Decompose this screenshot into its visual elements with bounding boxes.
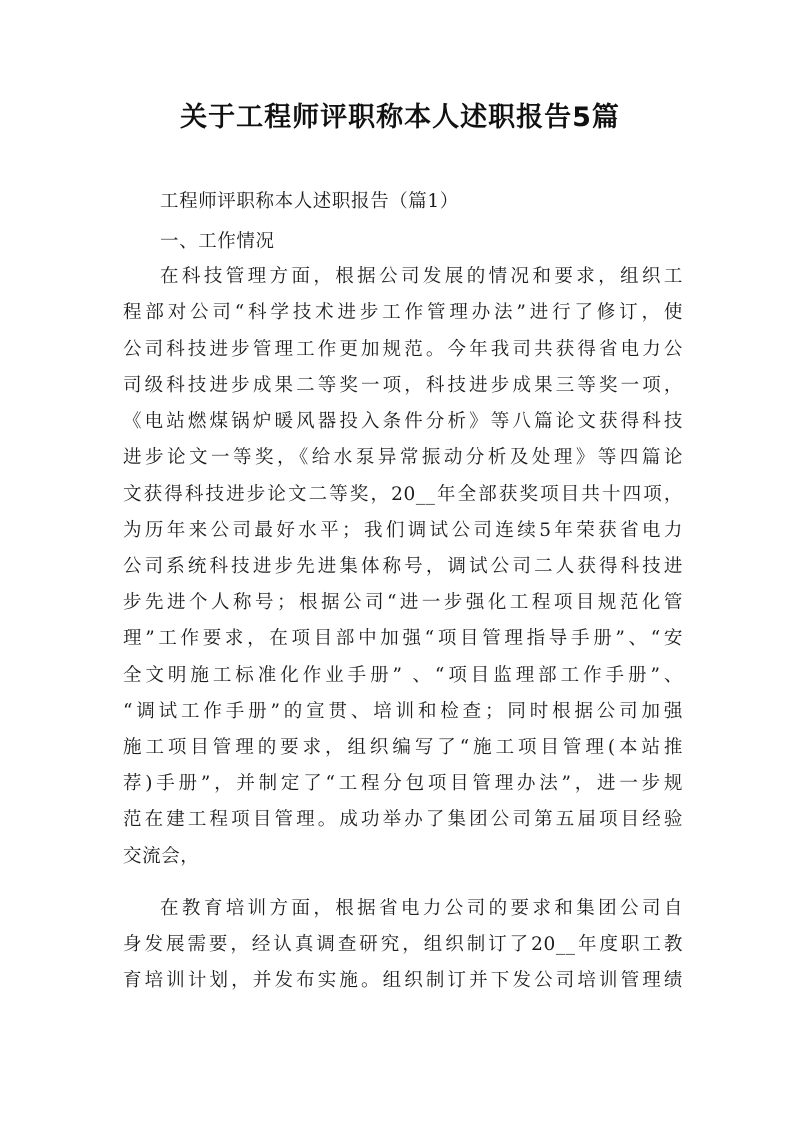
document-title: 关于工程师评职称本人述职报告5篇 [180,102,620,133]
paragraph-line: “调试工作手册”的宣贯、培训和检查；同时根据公司加强 [123,701,683,722]
paragraph-line: 进步论文一等奖，《给水泵异常振动分析及处理》等四篇论 [123,447,683,468]
paragraph-line: 交流会， [123,846,200,867]
paragraph-line: 在教育培训方面，根据省电力公司的要求和集团公司自 [160,898,683,919]
paragraph-line: 司级科技进步成果二等奖一项，科技进步成果三等奖一项， [123,375,683,396]
paragraph-line: 文获得科技进步论文二等奖，20__年全部获奖项目共十四项， [123,484,683,505]
paragraph-line: 公司系统科技进步先进集体称号，调试公司二人获得科技进 [123,556,683,577]
paragraph-line: 步先进个人称号；根据公司“进一步强化工程项目规范化管 [123,592,683,613]
paragraph-line: 荐)手册”，并制定了“工程分包项目管理办法”，进一步规 [123,773,683,794]
section-heading: 工程师评职称本人述职报告（篇1） [160,191,459,212]
paragraph-line: 身发展需要，经认真调查研究，组织制订了20__年度职工教 [123,934,683,955]
paragraph-line: 范在建工程项目管理。成功举办了集团公司第五届项目经验 [123,809,683,830]
paragraph-line: 在科技管理方面，根据公司发展的情况和要求，组织工 [160,266,683,287]
paragraph-line: 为历年来公司最好水平；我们调试公司连续5年荣获省电力 [123,520,683,541]
subheading: 一、工作情况 [160,231,275,252]
paragraph-line: 理”工作要求，在项目部中加强“项目管理指导手册”、“安 [123,628,683,649]
paragraph-line: 程部对公司“科学技术进步工作管理办法”进行了修订，使 [123,302,683,323]
paragraph-line: 施工项目管理的要求，组织编写了“施工项目管理(本站推 [123,737,683,758]
paragraph-line: 公司科技进步管理工作更加规范。今年我司共获得省电力公 [123,339,683,360]
paragraph-line: 育培训计划，并发布实施。组织制订并下发公司培训管理绩 [123,970,683,991]
paragraph-line: 全文明施工标准化作业手册” 、“项目监理部工作手册”、 [123,665,683,686]
paragraph-line: 《电站燃煤锅炉暖风器投入条件分析》等八篇论文获得科技 [123,411,683,432]
